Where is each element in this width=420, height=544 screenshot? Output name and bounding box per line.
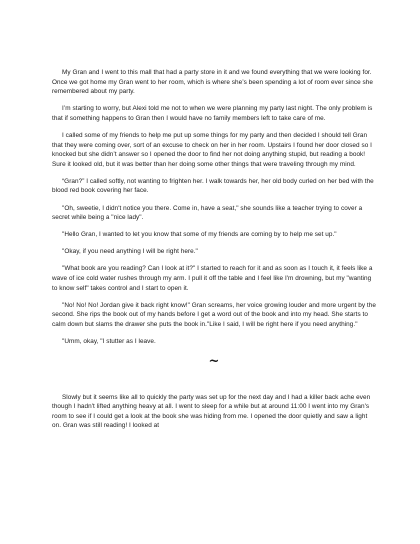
document-page <box>52 68 376 438</box>
paragraph-11: Slowly but it seems like all to quickly the party was set up for the next day and I had a killer back ache even though I hadn't lifted anything heavy at all. I went to sleep for a while but at around 11:00 I went into my Gran's room to see if I could get a look at the book she was hiding from me. I opened the door quietly and saw a light on. Gran was still reading! I looked at <box>52 393 371 430</box>
paragraph-10: "Umm, okay, "I stutter as I leave. <box>62 337 156 345</box>
paragraph-3: I called some of my friends to help me put up some things for my party and then decided I should tell Gran that they were coming over, sort of an excuse to check on her in her room. Upstairs I found her door closed so I knocked but she didn’t answer so I opened the door to find her not doing anything stupid, but reading a book! Sure it looked old, but it was better than her doing some other things that were traveling through my mind. <box>52 131 372 168</box>
paragraph-6: "Hello Gran, I wanted to let you know that some of my friends are coming by to help me set up." <box>62 231 337 239</box>
paragraph-5: "Oh, sweetie, I didn't notice you there. Come in, have a seat," she sounds like a teacher trying to cover a secret while being a "nice lady". <box>52 204 363 222</box>
paragraph-9: "No! No! No! Jordan give it back right know!" Gran screams, her voice growing louder and more urgent by the second. She rips the book out of my hands before I get a word out of the book and into my head. She starts to calm down but slams the drawer she puts the book in."Like I said, I will be right here if you need anything." <box>52 301 376 328</box>
paragraph-1: My Gran and I went to this mall that had a party store in it and we found everything that we were looking for. Once we got home my Gran went to her room, which is where she’s been spending a lot of room ever since she remembered about my party. <box>52 69 373 96</box>
paragraph-4: “Gran?” I called softly, not wanting to frighten her. I walk towards her, her old body curled on her bed with the blood red book covering her face. <box>52 177 374 195</box>
paragraph-7: "Okay, if you need anything I will be right here." <box>62 248 198 256</box>
paragraph-8: "What book are you reading? Can I look at it?" I started to reach for it and as soon as I touch it, it feels like a wave of ice cold water rushes through my arm. I pull it off the table and I feel like I'm drowning, but my "wanting to know self" takes control and I start to open it. <box>52 265 373 292</box>
paragraph-2: I’m starting to worry, but Alexi told me not to when we were planning my party last night. The only problem is that if something happens to Gran then I would have no family members left to take care of me. <box>52 105 373 122</box>
section-divider: ~ <box>208 353 220 369</box>
